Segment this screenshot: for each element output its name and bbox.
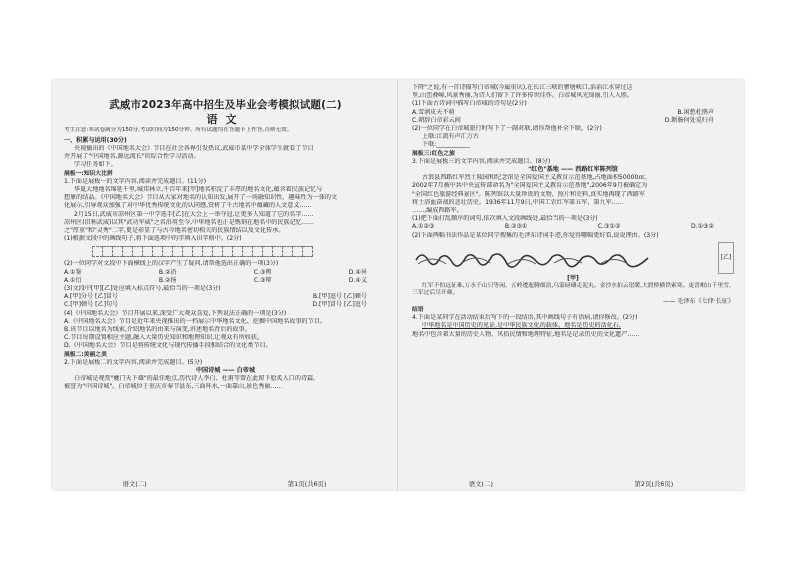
passage-line: "全国红色旅游经典景区"。陈列馆以大量珍贵的文物、照片和史料,真实地再现了西路军 [412, 190, 646, 198]
option[interactable]: B.②③① [504, 223, 528, 231]
question: (1)根据文段中的画线句子,将下面选项中的字填入田字格中。(2分) [64, 235, 242, 243]
calligraphy-image [412, 248, 652, 268]
calligraphy-label: [甲] [567, 274, 579, 282]
couplet-answer[interactable]: 下联:___________ [422, 141, 470, 149]
writing-grid[interactable] [92, 246, 387, 257]
option[interactable]: C.③辨 [253, 268, 272, 276]
intro-line: 并开展了"中国地名,源远流长"的综合性学习活动。 [64, 153, 200, 161]
option[interactable]: D.④异 [348, 268, 367, 276]
passage-line: 地名中包含着大量的历史人物、风俗民情和地理特征,地名是记录历史的文化遗产…… [412, 330, 640, 338]
option[interactable]: A.[甲]分号 [乙]冒号 [64, 293, 119, 301]
label-yi: [乙] [720, 253, 732, 261]
subject-title: 语文 [206, 113, 245, 126]
passage-line: 被誉为"中国诗城"。白帝城位于重庆市奉节县东,三面环水,一面靠山,景色秀丽…… [64, 383, 283, 391]
section-heading: 一、积累与运用(30分) [64, 136, 127, 144]
intro-line: 学习任务如下。 [74, 161, 117, 169]
option[interactable]: C.节目每期设置相应主题,融入大量历史知识和地理知识,让观众有所收获。 [64, 334, 263, 342]
option[interactable]: A.①②③ [412, 223, 435, 231]
option[interactable]: B.该节目以地名为线索,介绍地名的由来与演变,讲述地名背后的故事。 [64, 325, 251, 333]
question: 1.下面是展板一的文字内容,阅读并完成题目。(11分) [64, 177, 207, 185]
question: (2)下面两幅书法作品是某位同学搜集的毛泽东诗词手迹,你觉得哪幅更好看,说说理由。(3分) [412, 231, 659, 239]
option[interactable]: D.①③② [690, 223, 714, 231]
option[interactable]: C.③①② [597, 223, 621, 231]
options-row [64, 277, 387, 285]
option[interactable]: D.《中国地名大会》节目是将传统文化与现代传播手段相结合的文化类节目。 [64, 342, 272, 350]
question: (2)一位同学对文段中下面横线上的汉字产生了疑问,请帮他选出正确的一项(3分) [64, 260, 279, 268]
options-row [412, 109, 734, 117]
poem-title: 中国诗城 —— 白帝城 [195, 366, 256, 374]
options-row [412, 223, 734, 231]
option[interactable]: B.②扬 [158, 276, 177, 284]
page-footer [398, 480, 744, 488]
exam-title: 武威市2023年高中招生及毕业会考模拟试题(二) [109, 99, 342, 111]
question: 2.下面是展板二的文字内容,阅读并完成题目。(5分) [64, 358, 203, 366]
exam-page-1 [52, 80, 398, 490]
poem-quote: 红军不怕远征难,万水千山只等闲。五岭逶迤腾细浪,乌蒙磅礴走泥丸。金沙水拍云崖暖,大渡桥横铁索寒。更喜岷山千里雪,三军过后尽开颜。 [412, 283, 731, 297]
passage-line: 将士浴血奋战的悲壮历史。1936年11月9日,中国工农红军第五军、第九军…… [412, 198, 624, 206]
part-heading: 展板三:红色之旅 [412, 150, 455, 157]
calligraphy-row [412, 242, 734, 274]
passage-line: ……,编成西路军。 [412, 207, 463, 215]
option[interactable]: A.雪润皮天不萌 [412, 108, 455, 116]
exam-page-2 [398, 80, 744, 490]
option[interactable]: C.③辩 [253, 276, 272, 284]
option[interactable]: B.[甲]逗号 [乙]顿号 [312, 293, 367, 301]
option[interactable]: C.朝辞白帝彩云间 [412, 116, 461, 124]
exam-sheet [52, 80, 744, 490]
poem-source: —— 毛泽东《七律·长征》 [663, 297, 734, 305]
option[interactable]: A.①衍 [64, 276, 82, 284]
question: (1)把下面打乱顺序的词句,依次填入文段画线处,最恰当的一项是(3分) [412, 215, 598, 223]
passage-line: 2002年7月被中共中央宣传部命名为"全国爱国主义教育示范基地",2006年9月被确定为 [412, 182, 648, 190]
part-heading: 结语 [412, 307, 424, 314]
page-footer [52, 480, 397, 488]
footer-page: 第1页(共6页) [287, 479, 327, 488]
passage-line: 古浪县西路红军烈士陵园和纪念馆是全国爱国主义教育示范基地,占地面积50000㎡。 [422, 174, 651, 182]
passage-line: 2月15日,武威市凉州区第一中学选手[乙]在大会上一举夺冠,让更多人知道了它的名字…… [74, 210, 314, 218]
part-heading: 展板二:美丽之美 [64, 351, 107, 358]
question: (3)文段中[甲][乙]处应填入标点符号,最恰当的一项是(3分) [64, 284, 221, 292]
passage-title: "红色"基地 —— 西路红军陈列馆 [528, 166, 618, 174]
passage-line: 化展示,引导观众加强了对中华优秀传统文化的认同感,赏析了千古地名中蕴藏的人文意义…… [64, 202, 312, 210]
question: (2)一位同学在白帝城旅行时写下了一副对联,请你帮他补全下联。(2分) [412, 125, 602, 133]
option[interactable]: D.[甲]冒号 [乙]逗号 [312, 301, 367, 309]
intro-line: 央视播出的《中国地名大会》节目在社会各界引发热议,武威市某中学全体学生就看了节目 [74, 144, 314, 152]
question: (1)下面古诗词中描写白帝城的诗句是(2分) [412, 100, 527, 108]
part-heading: 展板一:知识大比拼 [64, 170, 113, 177]
option[interactable]: D.断肠何处觅归舟 [664, 116, 714, 124]
passage-line: 想象的结晶。《中国地名大会》节目从大家对地名的认知出发,展开了一场融知识性、趣味性为一体的文 [64, 194, 338, 202]
passage-line: 之"厚重"和"灵秀"二字,更是彰显了与古今地名密切相关的民族情结以及文化传承。 [64, 226, 285, 234]
option[interactable]: A.《中国地名大会》节目是近年来央视推出的一档展示中华地名文化、挖掘中国地名故事的节目。 [64, 317, 326, 325]
options-row [64, 301, 387, 309]
exam-note: 考生注意:本试卷满分为150分,考试时间为150分钟。所有试题均在答题卡上作答,否则无效。 [64, 127, 293, 134]
options-row [64, 269, 387, 277]
footer-subject: 语文(二) [122, 479, 147, 488]
passage-line: 下降"之说,有一首诗描写白帝城(今属重庆),在长江三峡的瞿塘峡口,滔滔江水穿过这 [412, 84, 633, 91]
options-row [412, 117, 734, 125]
passage-line: 凉州区(旧称武威)以其"武功军威"之名沿用至今,中华地名也正是镌刻在地名中的民族记忆…… [64, 218, 314, 226]
passage-line: 华夏大地地名绵延千里,城邦林立,千百年来[甲]地名积淀了丰厚的地名文化,蕴含着民族记忆与 [74, 185, 323, 193]
question: (4)《中国地名大会》节目开展以来,深受广大观众喜爱,下列说法正确的一项是(3分) [64, 309, 287, 317]
option[interactable]: B.②沿 [158, 268, 177, 276]
question: 3.下面是展板三的文字内容,阅读并完成题目。(8分) [412, 157, 551, 165]
footer-subject: 语文(二) [468, 479, 493, 488]
passage-line: 白帝城是观赏"夔门天下雄"的最佳地点,历代诗人李白、杜甫等曾在此留下脍炙人口的诗篇, [74, 375, 316, 383]
question: 4.下面是某同学在活动结束后写下的一段结语,其中画线句子有语病,请你修改。(2分) [412, 314, 638, 322]
couplet-line: 上联:江流有声汇万古 [422, 133, 479, 141]
calligraphy-label [718, 242, 734, 274]
option[interactable]: A.①鉴 [64, 268, 82, 276]
passage-line: 中华地名是中国历史的见证,是中华民族文化的载体。地名是历史的活化石, [422, 322, 621, 330]
option[interactable]: C.[甲]顿号 [乙]句号 [64, 301, 119, 309]
option[interactable]: D.④义 [348, 276, 367, 284]
option[interactable]: B.闲愁杜鹃声 [677, 108, 714, 116]
footer-page: 第2页(共6页) [634, 479, 674, 488]
passage-line: 里,山峦叠嶂,风景秀丽,为诗人们留下了许多传世佳作。白帝城风光绮丽,引人入胜。 [412, 92, 634, 100]
